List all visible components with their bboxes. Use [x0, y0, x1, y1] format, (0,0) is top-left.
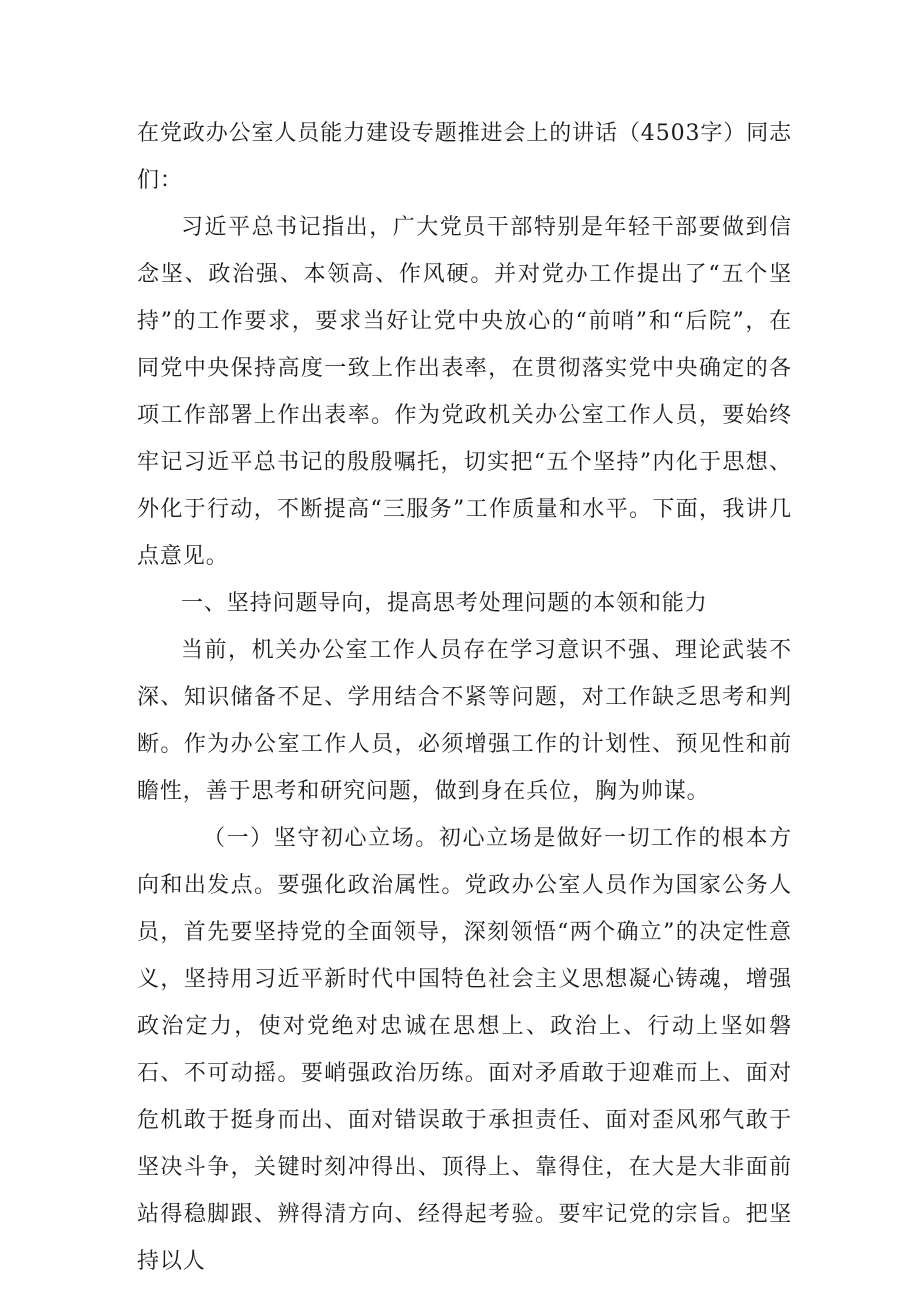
document-body: [137, 110, 792, 1285]
paragraph-opening: 习近平总书记指出，广大党员干部特别是年轻干部要做到信念坚、政治强、本领高、作风硬。并对党办工作提出了“五个坚持”的工作要求，要求当好让党中央放心的“前哨”和“后院”，在同党中央保持高度一致上作出表率，在贯彻落实党中央确定的各项工作部署上作出表率。作为党政机关办公室工作人员，要始终牢记习近平总书记的殷殷嘱托，切实把“五个坚持”内化于思想、外化于行动，不断提高“三服务”工作质量和水平。下面，我讲几点意见。: [137, 215, 792, 569]
paragraph-subsection-1: （一）坚守初心立场。初心立场是做好一切工作的根本方向和出发点。要强化政治属性。党政办公室人员作为国家公务人员，首先要坚持党的全面领导，深刻领悟“两个确立”的决定性意义，坚持用习近平新时代中国特色社会主义思想凝心铸魂，增强政治定力，使对党绝对忠诚在思想上、政治上、行动上坚如磐石、不可动摇。要峭强政治历练。面对矛盾敢于迎难而上、面对危机敢于挺身而出、面对错误敢于承担责任、面对歪风邪气敢于坚决斗争，关键时刻冲得出、顶得上、靠得住，在大是大非面前站得稳脚跟、辨得清方向、经得起考验。要牢记党的宗旨。把坚持以人: [137, 826, 792, 1274]
paragraph-current-issues: 当前，机关办公室工作人员存在学习意识不强、理论武装不深、知识储备不足、学用结合不紧等问题，对工作缺乏思考和判断。作为办公室工作人员，必须增强工作的计划性、预见性和前瞻性，善于思考和研究问题，做到身在兵位，胸为帅谋。: [137, 638, 792, 804]
document-title-line: 在党政办公室人员能力建设专题推进会上的讲话（4503字）同志们：: [137, 121, 792, 193]
section-heading-1: 一、坚持问题导向，提高思考处理问题的本领和能力: [181, 591, 708, 616]
